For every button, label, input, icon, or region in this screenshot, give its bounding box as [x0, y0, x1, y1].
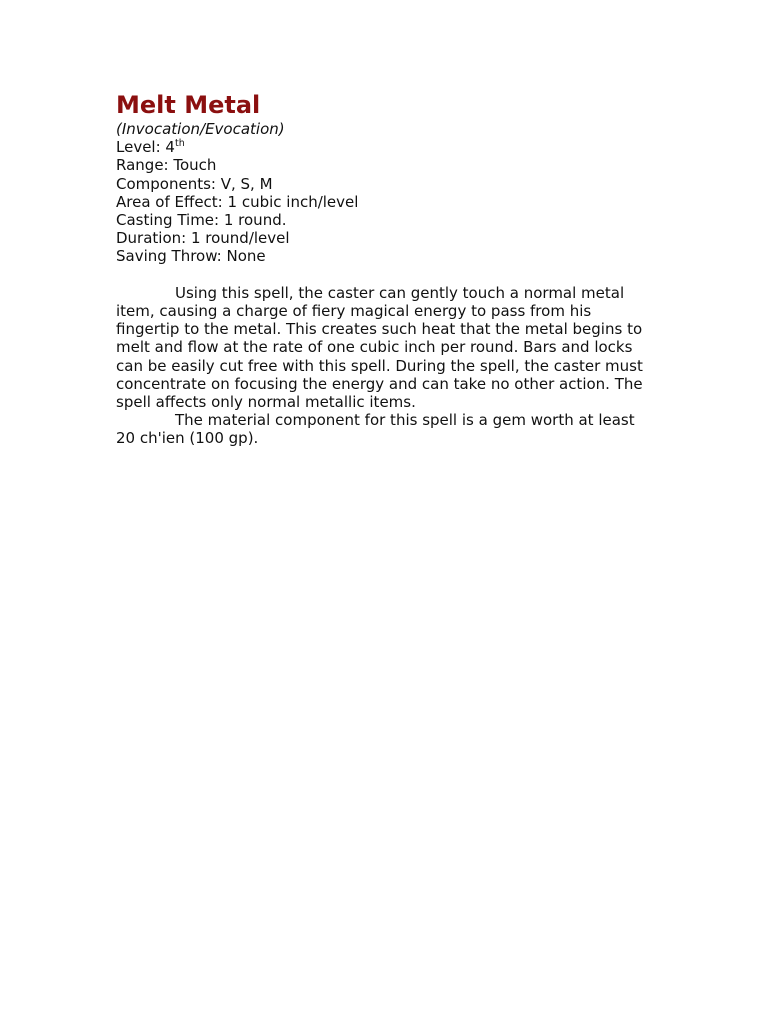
spell-level-suffix: th	[174, 138, 185, 150]
description-paragraph: The material component for this spell is a gem worth at least 20 ch'ien (100 gp).	[116, 411, 635, 448]
spell-components: Components: V, S, M	[116, 174, 273, 193]
spell-level-label: Level: 4	[116, 138, 175, 157]
spell-area-of-effect: Area of Effect: 1 cubic inch/level	[116, 192, 359, 211]
spell-saving-throw: Saving Throw: None	[116, 247, 266, 266]
spell-description	[116, 284, 656, 448]
spell-stat-block	[116, 120, 656, 266]
spell-level	[116, 138, 656, 156]
spell-duration: Duration: 1 round/level	[116, 229, 290, 248]
spell-school: (Invocation/Evocation)	[116, 120, 285, 138]
spell-entry	[116, 90, 656, 448]
blank-line	[116, 266, 656, 284]
spell-range: Range: Touch	[116, 156, 217, 175]
spell-title: Melt Metal	[116, 91, 261, 119]
description-paragraph: Using this spell, the caster can gently touch a normal metal item, causing a charge of fiery magical energy to pass from his fingertip to the metal. This creates such heat that the metal begins to melt and flow at the rate of one cubic inch per round. Bars and locks can be easily cut free with this spell. During the spell, the caster must concentrate on focusing the energy and can take no other action. The spell affects only normal metallic items.	[116, 283, 643, 412]
spell-casting-time: Casting Time: 1 round.	[116, 211, 287, 230]
